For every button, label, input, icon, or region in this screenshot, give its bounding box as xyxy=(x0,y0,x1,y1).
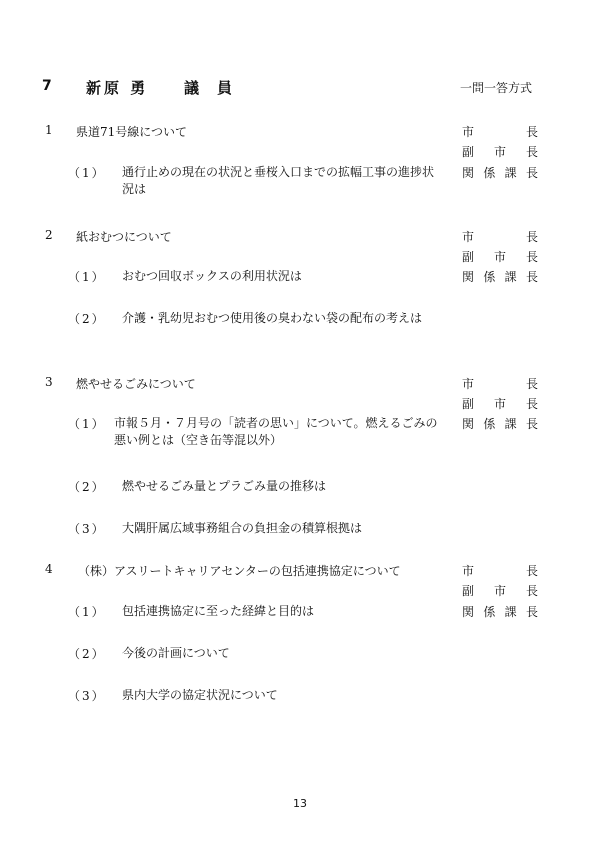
sub-question-text: 通行止めの現在の状況と垂桜入口までの拡幅工事の進捗状況は xyxy=(122,165,435,196)
responder: 市 長 xyxy=(462,125,538,139)
question-title: （株）アスリートキャリアセンターの包括連携協定について xyxy=(78,564,401,578)
member-role: 議員 xyxy=(184,79,251,97)
sub-question-text: 県内大学の協定状況について xyxy=(122,688,278,702)
sub-question-number: （2） xyxy=(68,647,106,661)
responder: 関 係 課 長 xyxy=(462,605,538,619)
responder: 副 市 長 xyxy=(462,397,538,411)
sub-question-text: 大隅肝属広域事務組合の負担金の積算根拠は xyxy=(122,521,363,535)
responder: 副 市 長 xyxy=(462,145,538,159)
responder: 副 市 長 xyxy=(462,250,538,264)
responder: 市 長 xyxy=(462,564,538,578)
question-title: 紙おむつについて xyxy=(76,230,172,244)
sub-question-text: 介護・乳幼児おむつ使用後の臭わない袋の配布の考えは xyxy=(122,311,423,325)
sub-question-text: おむつ回収ボックスの利用状況は xyxy=(122,269,302,283)
page-number: 13 xyxy=(293,797,307,810)
question-format: 一問一答方式 xyxy=(460,81,533,95)
sub-question-number: （2） xyxy=(68,312,106,326)
sub-question-text: 市報５月・７月号の「読者の思い」について。燃えるごみの悪い例とは（空き缶等混以外） xyxy=(114,416,438,447)
sub-question-text: 包括連携協定に至った経緯と目的は xyxy=(122,604,315,618)
sub-question-number: （1） xyxy=(68,166,106,180)
member-name: 新原 勇 xyxy=(86,79,149,97)
sub-question-number: （1） xyxy=(68,270,106,284)
question-number: 3 xyxy=(45,375,53,389)
responder: 市 長 xyxy=(462,377,538,391)
question-title: 県道71号線について xyxy=(76,125,188,139)
responder: 関 係 課 長 xyxy=(462,417,538,431)
question-title: 燃やせるごみについて xyxy=(76,377,196,391)
responder: 市 長 xyxy=(462,230,538,244)
sub-question-number: （1） xyxy=(68,605,106,619)
question-number: 2 xyxy=(45,228,53,242)
responder: 関 係 課 長 xyxy=(462,166,538,180)
sub-question-number: （1） xyxy=(68,417,106,431)
member-number: 7 xyxy=(42,78,52,94)
responder: 副 市 長 xyxy=(462,584,538,598)
sub-question-text: 今後の計画について xyxy=(122,646,230,660)
question-number: 1 xyxy=(45,123,53,137)
sub-question-text: 燃やせるごみ量とプラごみ量の推移は xyxy=(122,479,327,493)
question-number: 4 xyxy=(45,562,53,576)
sub-question-number: （2） xyxy=(68,480,106,494)
sub-question-number: （3） xyxy=(68,689,106,703)
responder: 関 係 課 長 xyxy=(462,270,538,284)
sub-question-number: （3） xyxy=(68,522,106,536)
